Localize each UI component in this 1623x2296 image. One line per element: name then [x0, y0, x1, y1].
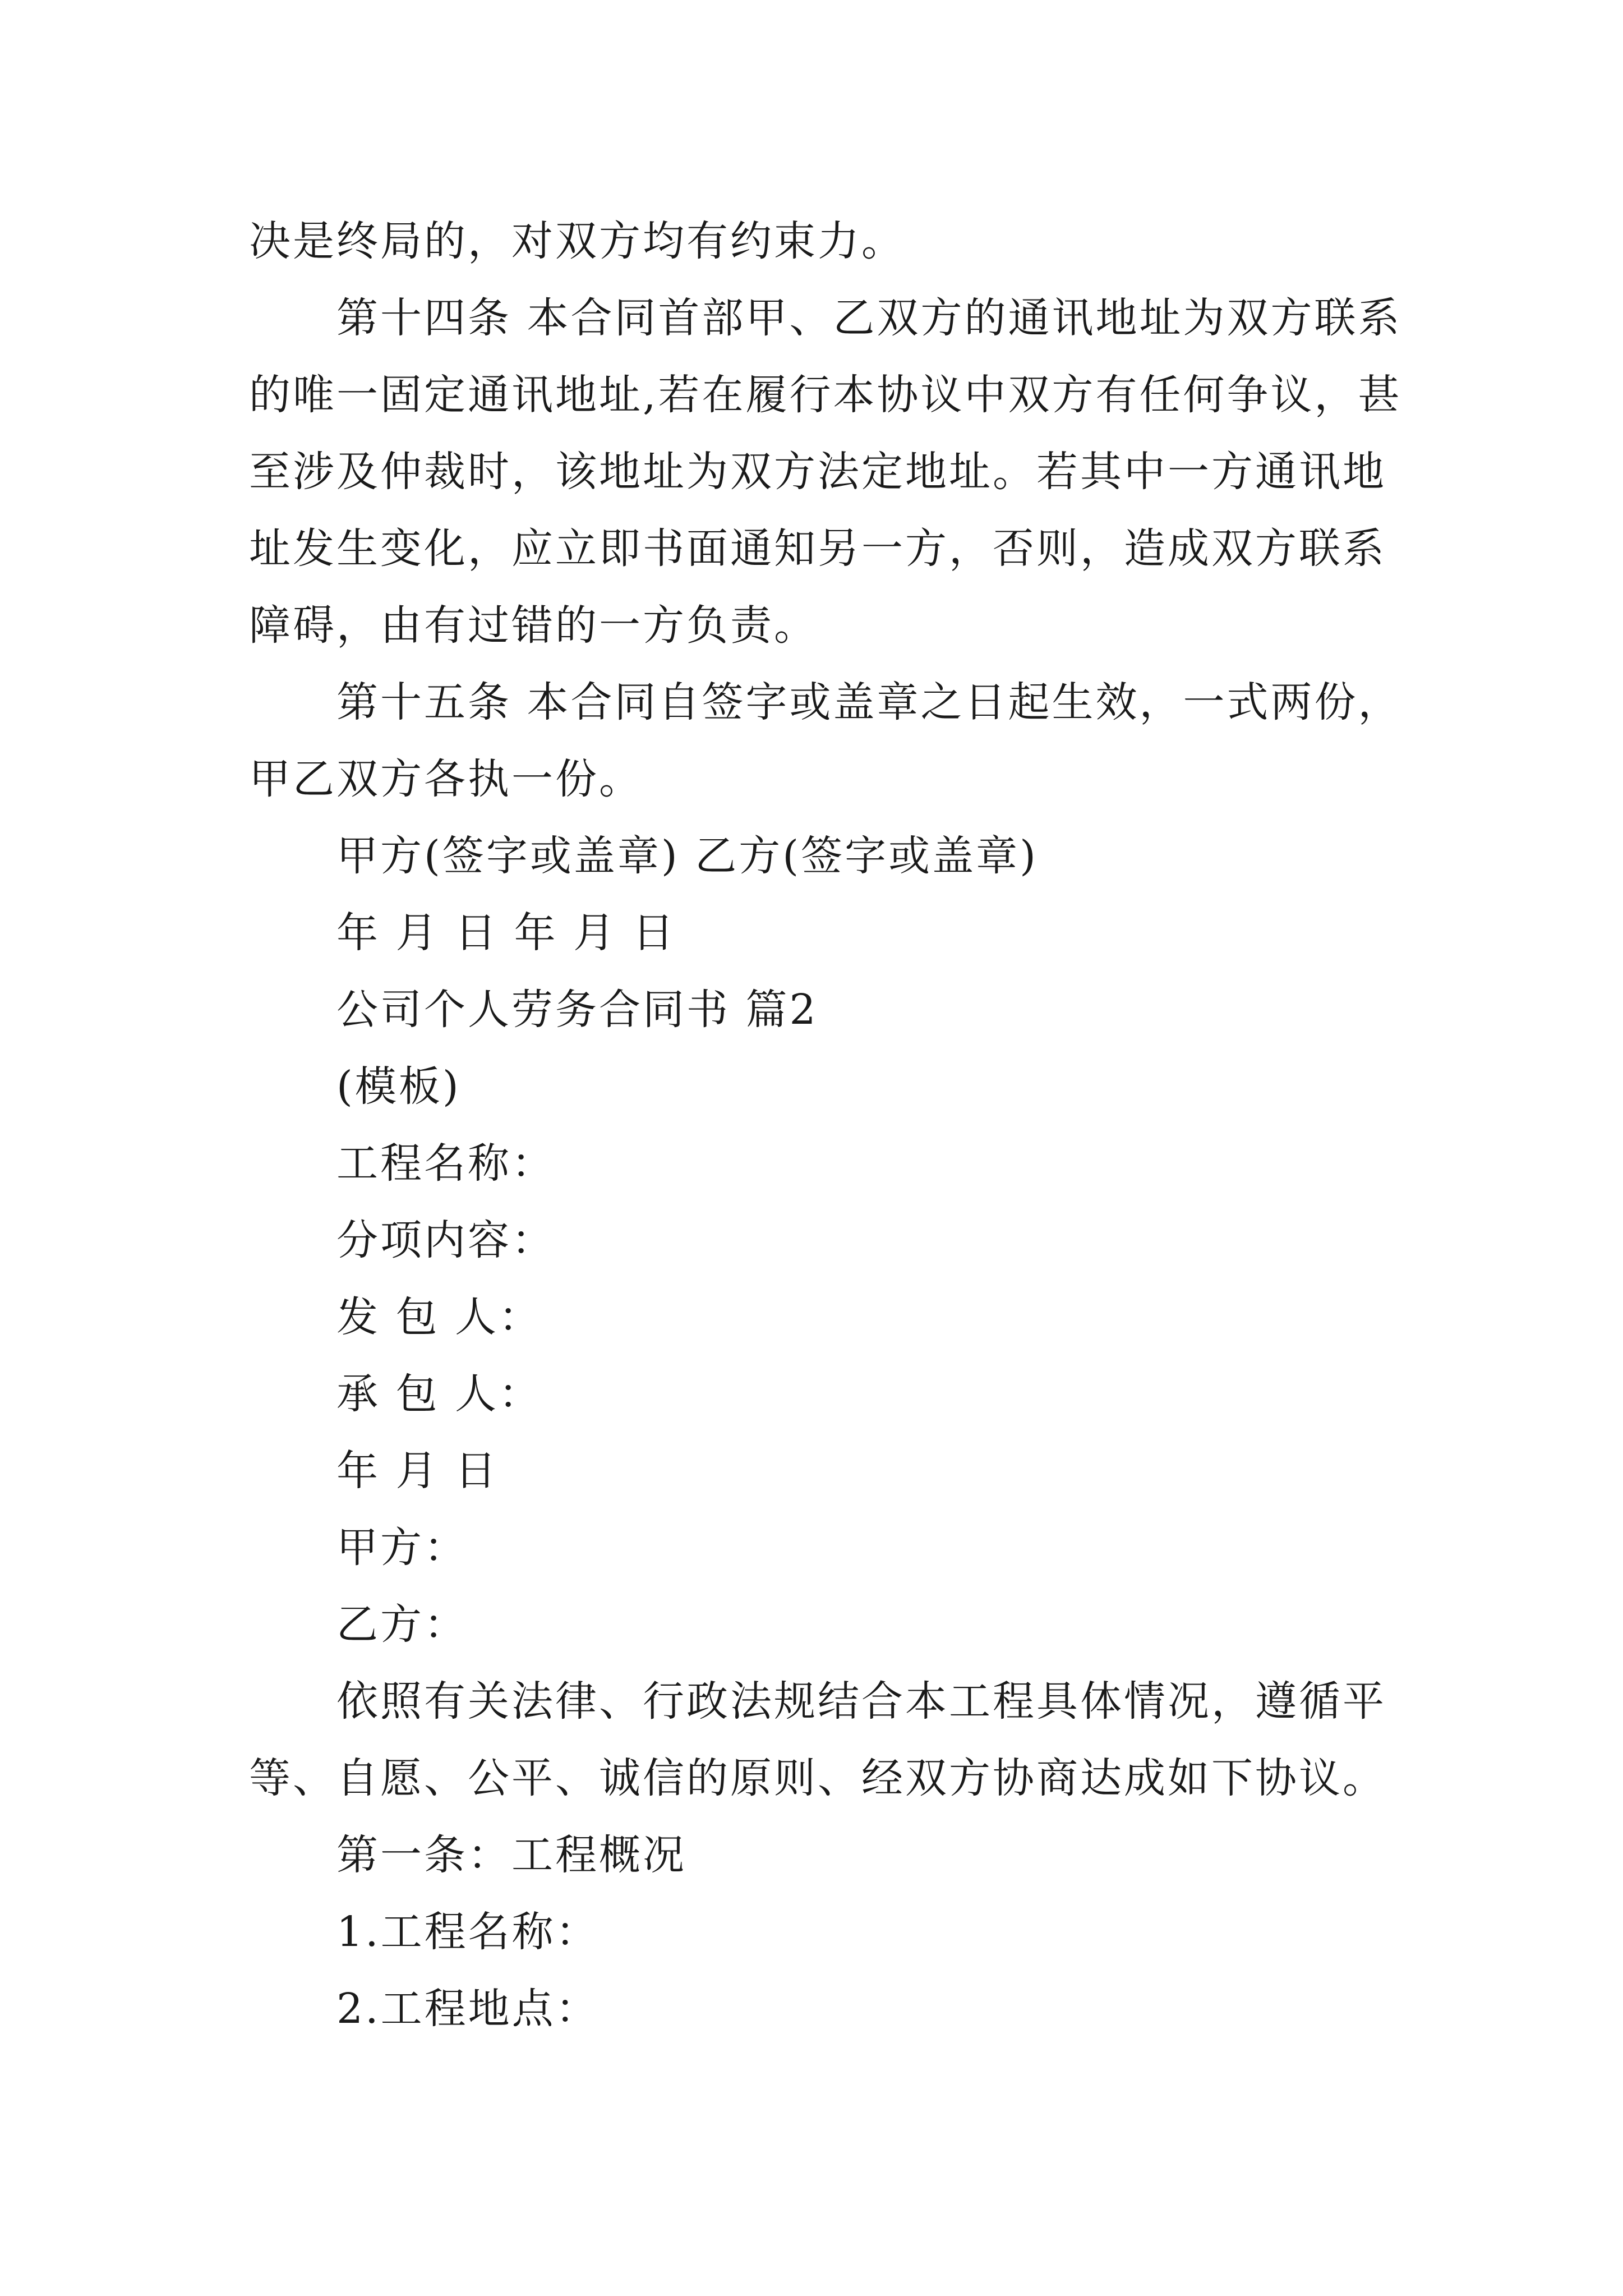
item-project-location: 2.工程地点：: [336, 1985, 600, 2033]
field-contractor-issuer: 发 包 人：: [336, 1293, 543, 1341]
document-body: [249, 203, 1404, 2047]
item-project-name: 1.工程名称：: [336, 1908, 600, 1956]
section-heading: 公司个人劳务合同书 篇2: [336, 986, 818, 1034]
field-date: 年 月 日: [336, 1447, 499, 1495]
paragraph-article-14: 第十四条 本合同首部甲、乙双方的通讯地址为双方联系的唯一固定通讯地址,若在履行本协议中双方有任何争议，甚至涉及仲裁时，该地址为双方法定地址。若其中一方通讯地址发生变化，应立即书面通知另一方，否则，造成双方联系障碍，由有过错的一方负责。: [249, 294, 1402, 650]
field-party-b: 乙方：: [336, 1600, 468, 1649]
template-note: (模板): [336, 1062, 461, 1111]
field-project-name: 工程名称：: [336, 1139, 555, 1188]
signature-line: 甲方(签字或盖章) 乙方(签字或盖章): [336, 832, 1039, 880]
paragraph-preamble: 依照有关法律、行政法规结合本工程具体情况，遵循平等、自愿、公平、诚信的原则、经双方协商达成如下协议。: [249, 1677, 1386, 1802]
paragraph-article-15: 第十五条 本合同自签字或盖章之日起生效，一式两份，甲乙双方各执一份。: [249, 678, 1402, 803]
article-1-heading: 第一条：工程概况: [336, 1831, 686, 1879]
date-line: 年 月 日 年 月 日: [336, 909, 676, 957]
field-sub-item: 分项内容：: [336, 1216, 555, 1264]
paragraph-arbitration-final: 决是终局的，对双方均有约束力。: [249, 217, 905, 265]
field-party-a: 甲方：: [336, 1524, 468, 1572]
field-contractor: 承 包 人：: [336, 1370, 543, 1418]
